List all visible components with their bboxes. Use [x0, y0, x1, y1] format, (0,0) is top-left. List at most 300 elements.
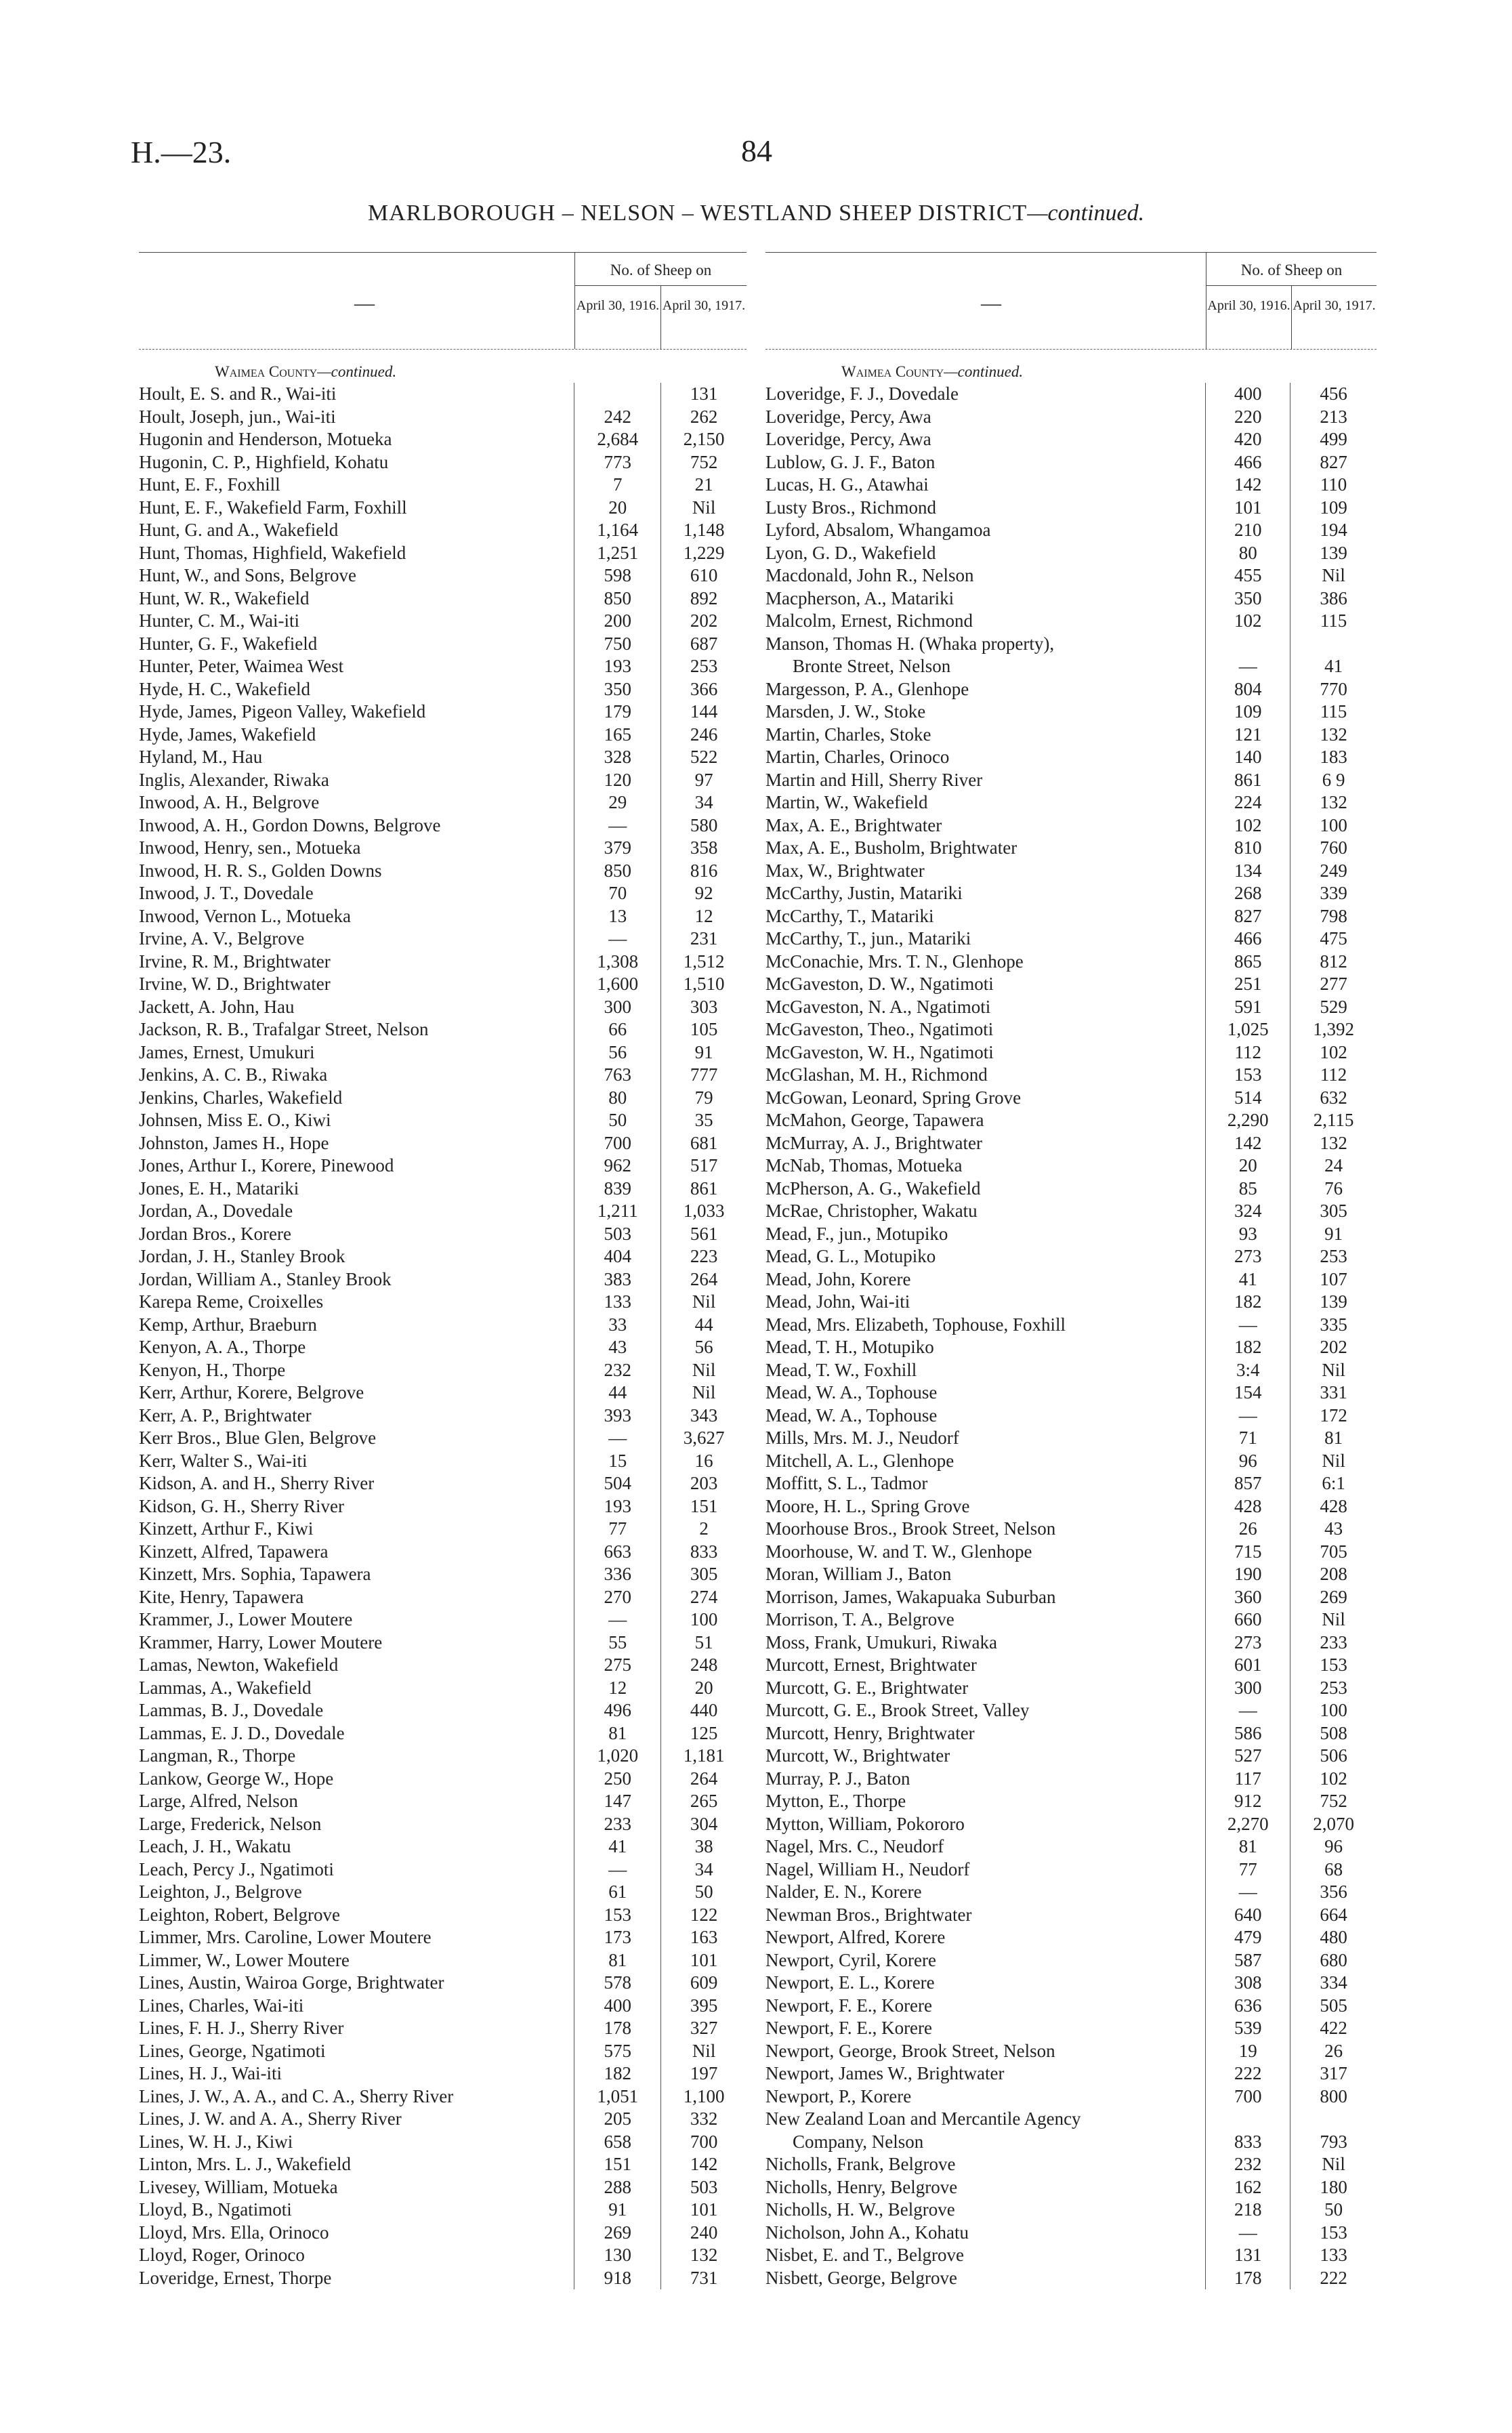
sheep-1917: 132	[1290, 1132, 1377, 1155]
table-row	[765, 2153, 1377, 2176]
sheep-1917: 386	[1290, 587, 1377, 610]
table-row	[139, 2062, 747, 2085]
sheep-1916: 466	[1205, 928, 1290, 951]
table-row	[765, 769, 1377, 792]
sheep-1917: 139	[1290, 542, 1377, 565]
holder-name	[765, 1200, 1205, 1223]
sheep-1916: 41	[574, 1835, 660, 1858]
holder-name-line: Murcott, G. E., Brightwater	[765, 1677, 969, 1698]
table-row	[139, 1450, 747, 1473]
sheep-1916: 393	[574, 1405, 660, 1428]
sheep-1916: 3:4	[1205, 1359, 1290, 1382]
table-row	[765, 1631, 1377, 1655]
holder-name	[139, 2040, 574, 2063]
table-row	[765, 1336, 1377, 1359]
holder-name	[139, 1155, 574, 1178]
table-row	[139, 2017, 747, 2040]
holder-name-line: McGowan, Leonard, Spring Grove	[765, 1087, 1022, 1108]
holder-name	[765, 474, 1205, 497]
sheep-1916: 12	[574, 1677, 660, 1700]
sheep-1916: 750	[574, 633, 660, 656]
holder-name	[765, 1835, 1205, 1858]
holder-name	[139, 1223, 574, 1246]
table-row	[765, 791, 1377, 814]
table-row	[765, 1314, 1377, 1337]
sheep-1917: 1,512	[660, 951, 747, 974]
table-row	[765, 1450, 1377, 1473]
holder-name	[139, 406, 574, 429]
sheep-1916: 147	[574, 1790, 660, 1813]
sheep-1916: 154	[1205, 1381, 1290, 1405]
sheep-1916: 232	[574, 1359, 660, 1382]
sheep-1916: —	[1205, 1881, 1290, 1904]
holder-name-line: Leach, Percy J., Ngatimoti	[139, 1858, 334, 1879]
sheep-1917: 681	[660, 1132, 747, 1155]
sheep-1916: 153	[574, 1904, 660, 1927]
holder-name-line: Jordan Bros., Korere	[139, 1223, 291, 1244]
table-row	[139, 451, 747, 474]
table-row	[139, 724, 747, 747]
table-row	[765, 451, 1377, 474]
holder-name	[139, 1608, 574, 1631]
table-row	[139, 1132, 747, 1155]
table-row	[765, 1904, 1377, 1927]
holder-name	[765, 1654, 1205, 1677]
sheep-1916: 1,051	[574, 2085, 660, 2108]
table-row	[765, 1768, 1377, 1791]
report-id: H.—23.	[131, 135, 232, 169]
table-row	[139, 2176, 747, 2199]
sheep-1916: 190	[1205, 1563, 1290, 1586]
sheep-1917: 428	[1290, 1495, 1377, 1518]
holder-name-line: Newport, Cyril, Korere	[765, 1949, 936, 1970]
sheep-1916: 336	[574, 1563, 660, 1586]
sheep-1917: 144	[660, 701, 747, 724]
holder-name-line: McCarthy, T., jun., Matariki	[765, 928, 971, 949]
sheep-1917: 305	[1290, 1200, 1377, 1223]
sheep-1916: 50	[574, 1109, 660, 1132]
sheep-1916: 1,308	[574, 951, 660, 974]
table-row	[765, 1109, 1377, 1132]
holder-name-line: McNab, Thomas, Motueka	[765, 1155, 963, 1176]
table-row	[139, 996, 747, 1019]
table-row	[139, 2131, 747, 2154]
holder-name-line: Newport, F. E., Korere	[765, 1995, 933, 2016]
holder-name	[765, 2267, 1205, 2290]
holder-name-line: Karepa Reme, Croixelles	[139, 1291, 324, 1312]
table-row	[765, 610, 1377, 633]
table-row	[139, 1336, 747, 1359]
table-row	[139, 791, 747, 814]
sheep-1916: 663	[574, 1541, 660, 1564]
table-row	[765, 1518, 1377, 1541]
left-column	[139, 252, 747, 2289]
sheep-1917: 101	[660, 1949, 747, 1972]
table-row	[765, 564, 1377, 587]
sheep-1917: 92	[660, 882, 747, 905]
sheep-1916: 466	[1205, 451, 1290, 474]
holder-name	[139, 1518, 574, 1541]
holder-name	[139, 1858, 574, 1881]
sheep-1917: 249	[1290, 860, 1377, 883]
table-row	[765, 519, 1377, 542]
holder-name-line: Kerr Bros., Blue Glen, Belgrove	[139, 1428, 377, 1448]
table-row	[139, 1041, 747, 1064]
table-row	[139, 2040, 747, 2063]
holder-name-line: Jackson, R. B., Trafalgar Street, Nelson	[139, 1019, 429, 1039]
holder-name-line: Johnston, James H., Hope	[139, 1132, 329, 1153]
holder-name	[139, 1972, 574, 1995]
holder-name	[139, 1677, 574, 1700]
sheep-1917: 499	[1290, 428, 1377, 451]
sheep-1917: 770	[1290, 678, 1377, 701]
holder-name	[765, 1972, 1205, 1995]
holder-name	[139, 1631, 574, 1655]
sheep-1916: 773	[574, 451, 660, 474]
table-row	[139, 2244, 747, 2267]
county-name: Waimea County	[215, 363, 318, 380]
holder-name	[139, 542, 574, 565]
sheep-1917: Nil	[1290, 564, 1377, 587]
holder-name	[139, 678, 574, 701]
holder-name	[765, 2062, 1205, 2085]
holder-name-line: Inwood, A. H., Belgrove	[139, 792, 320, 812]
table-row	[765, 633, 1377, 678]
table-row	[139, 1790, 747, 1813]
holder-name	[765, 2199, 1205, 2222]
sheep-1917: 91	[660, 1041, 747, 1064]
holder-name-line: Lublow, G. J. F., Baton	[765, 451, 936, 472]
holder-name-line: Jenkins, Charles, Wakefield	[139, 1087, 343, 1108]
sheep-1917: 100	[1290, 1699, 1377, 1722]
sheep-1917: 2	[660, 1518, 747, 1541]
holder-name	[139, 474, 574, 497]
holder-name	[765, 1926, 1205, 1949]
table-row	[139, 1200, 747, 1223]
sheep-1917: 327	[660, 2017, 747, 2040]
sheep-1917: 366	[660, 678, 747, 701]
table-row	[765, 1790, 1377, 1813]
page-title-suffix: —continued.	[1027, 201, 1145, 226]
sheep-1917: 38	[660, 1835, 747, 1858]
holder-name-line: Moss, Frank, Umukuri, Riwaka	[765, 1631, 997, 1652]
table-row	[139, 1745, 747, 1768]
holder-name-line: Loveridge, Percy, Awa	[765, 406, 931, 427]
table-row	[139, 1813, 747, 1836]
sheep-count-header	[574, 253, 747, 349]
table-row	[139, 655, 747, 678]
holder-name	[139, 1132, 574, 1155]
holder-name	[139, 2108, 574, 2131]
sheep-1916: 117	[1205, 1768, 1290, 1791]
holder-name	[139, 882, 574, 905]
sheep-1916: 121	[1205, 724, 1290, 747]
holder-name	[139, 1699, 574, 1722]
sheep-1917: 133	[1290, 2244, 1377, 2267]
table-row	[765, 2267, 1377, 2290]
holder-name	[765, 2040, 1205, 2063]
sheep-1917: 172	[1290, 1405, 1377, 1428]
table-row	[765, 1722, 1377, 1745]
sheep-1916: 71	[1205, 1427, 1290, 1450]
holder-name-line: McRae, Christopher, Wakatu	[765, 1201, 978, 1221]
holder-name-line: Macdonald, John R., Nelson	[765, 565, 974, 585]
table-row	[139, 814, 747, 837]
table-row	[139, 1314, 747, 1337]
sheep-1917: 1,100	[660, 2085, 747, 2108]
sheep-1916: 400	[574, 1995, 660, 2018]
holder-name	[139, 655, 574, 678]
holder-name-line: Hunt, W. R., Wakefield	[139, 587, 310, 608]
sheep-1917: 1,033	[660, 1200, 747, 1223]
table-row	[765, 2040, 1377, 2063]
sheep-1917: 705	[1290, 1541, 1377, 1564]
sheep-1917: Nil	[660, 497, 747, 520]
holder-name	[765, 383, 1205, 406]
sheep-1917: 265	[660, 1790, 747, 1813]
holder-name-line: Malcolm, Ernest, Richmond	[765, 610, 973, 631]
sheep-1917: 561	[660, 1223, 747, 1246]
county-heading	[765, 359, 1377, 383]
col-header-1916: April 30, 1916.	[576, 298, 660, 313]
sheep-1916: 233	[574, 1813, 660, 1836]
sheep-1916: 81	[574, 1949, 660, 1972]
holder-name-line: Mytton, E., Thorpe	[765, 1791, 906, 1811]
sheep-1917: 100	[1290, 814, 1377, 837]
holder-name-line: Nisbet, E. and T., Belgrove	[765, 2245, 964, 2265]
sheep-1916: 77	[1205, 1858, 1290, 1881]
table-row	[765, 1699, 1377, 1722]
sheep-1917: 213	[1290, 406, 1377, 429]
holder-name-line: Jordan, William A., Stanley Brook	[139, 1268, 392, 1289]
table-row	[139, 1926, 747, 1949]
holder-name	[765, 1949, 1205, 1972]
holder-name-line: Lines, W. H. J., Kiwi	[139, 2131, 293, 2152]
holder-name	[765, 1745, 1205, 1768]
sheep-1917: 51	[660, 1631, 747, 1655]
holder-name	[765, 2108, 1205, 2153]
sheep-1917: 20	[660, 1677, 747, 1700]
sheep-1916: —	[1205, 2222, 1290, 2245]
sheep-1917: 240	[660, 2222, 747, 2245]
holder-name	[765, 1563, 1205, 1586]
sheep-1917: 1,392	[1290, 1018, 1377, 1041]
sheep-1916: 151	[574, 2153, 660, 2176]
holder-name	[139, 2244, 574, 2267]
sheep-1916: 182	[574, 2062, 660, 2085]
sheep-1917: 1,510	[660, 973, 747, 996]
sheep-1916: 131	[1205, 2244, 1290, 2267]
holder-name	[765, 1018, 1205, 1041]
sheep-1917: 339	[1290, 882, 1377, 905]
holder-name	[765, 860, 1205, 883]
sheep-1917: 56	[660, 1336, 747, 1359]
table-row	[765, 1835, 1377, 1858]
sheep-count-title: No. of Sheep on	[575, 253, 747, 286]
sheep-1917: 81	[1290, 1427, 1377, 1450]
sheep-1917: 6:1	[1290, 1472, 1377, 1495]
sheep-1917: 304	[660, 1813, 747, 1836]
holder-name	[139, 1813, 574, 1836]
holder-name	[765, 1904, 1205, 1927]
table-row	[765, 1268, 1377, 1291]
holder-name	[765, 724, 1205, 747]
holder-name-line: Murcott, G. E., Brook Street, Valley	[765, 1700, 1030, 1720]
sheep-1916: 598	[574, 564, 660, 587]
holder-name	[765, 746, 1205, 769]
sheep-1917: 687	[660, 633, 747, 656]
holder-name-line: Lines, George, Ngatimoti	[139, 2040, 326, 2061]
sheep-1917: 231	[660, 928, 747, 951]
sheep-1917: 632	[1290, 1087, 1377, 1110]
holder-name	[139, 2131, 574, 2154]
holder-name-line: Murray, P. J., Baton	[765, 1768, 910, 1789]
table-row	[139, 905, 747, 928]
table-row	[139, 928, 747, 951]
table-header-left	[139, 252, 747, 350]
holder-name-line: Mead, T. H., Motupiko	[765, 1337, 934, 1357]
holder-name-line: Lammas, A., Wakefield	[139, 1677, 312, 1698]
sheep-1916: 162	[1205, 2176, 1290, 2199]
sheep-1917: 3,627	[660, 1427, 747, 1450]
holder-name	[765, 587, 1205, 610]
holder-name	[139, 383, 574, 406]
holder-name-line: Loveridge, Ernest, Thorpe	[139, 2267, 332, 2288]
holder-name	[765, 1608, 1205, 1631]
holder-name-line: Hugonin, C. P., Highfield, Kohatu	[139, 451, 389, 472]
sheep-1916: 251	[1205, 973, 1290, 996]
sheep-1917: 50	[660, 1881, 747, 1904]
sheep-1917: 132	[1290, 791, 1377, 814]
sheep-1917: 153	[1290, 2222, 1377, 2245]
holder-name	[139, 1472, 574, 1495]
holder-name-line: Hyde, H. C., Wakefield	[139, 678, 311, 699]
holder-name	[139, 1087, 574, 1110]
sheep-1917: 253	[660, 655, 747, 678]
sheep-1916: 839	[574, 1178, 660, 1201]
sheep-1916: 539	[1205, 2017, 1290, 2040]
sheep-1916: 134	[1205, 860, 1290, 883]
sheep-1917: 107	[1290, 1268, 1377, 1291]
sheep-1916: 61	[574, 1881, 660, 1904]
sheep-1916: 182	[1205, 1336, 1290, 1359]
sheep-1917: 610	[660, 564, 747, 587]
sheep-1917: 24	[1290, 1155, 1377, 1178]
holder-name	[765, 1291, 1205, 1314]
sheep-1916: 591	[1205, 996, 1290, 1019]
sheep-1916: 173	[574, 1926, 660, 1949]
holder-name-line: Irvine, A. V., Belgrove	[139, 928, 305, 949]
table-row	[765, 2199, 1377, 2222]
holder-name-line: Inwood, A. H., Gordon Downs, Belgrove	[139, 814, 441, 835]
sheep-1917: 529	[1290, 996, 1377, 1019]
holder-name-continuation: Bronte Street, Nelson	[793, 656, 951, 676]
sheep-1917: 223	[660, 1245, 747, 1268]
sheep-1916: 81	[574, 1722, 660, 1745]
table-row	[139, 1677, 747, 1700]
sheep-1916: 77	[574, 1518, 660, 1541]
sheep-1917: 422	[1290, 2017, 1377, 2040]
header-dash: —	[354, 292, 375, 314]
table-row	[139, 1563, 747, 1586]
sheep-1916: 715	[1205, 1541, 1290, 1564]
holder-name	[139, 1995, 574, 2018]
sheep-1916: 912	[1205, 1790, 1290, 1813]
table-row	[139, 1268, 747, 1291]
sheep-1916: —	[574, 928, 660, 951]
sheep-1917: 41	[1290, 633, 1377, 678]
sheep-1917: 79	[660, 1087, 747, 1110]
holder-name-line: Loveridge, F. J., Dovedale	[765, 383, 959, 404]
table-row	[765, 1813, 1377, 1836]
table-row	[139, 1291, 747, 1314]
table-row	[765, 860, 1377, 883]
holder-name	[765, 1881, 1205, 1904]
sheep-1917: Nil	[660, 2040, 747, 2063]
holder-name-line: Moore, H. L., Spring Grove	[765, 1495, 970, 1516]
sheep-1916: 1,164	[574, 519, 660, 542]
sheep-1917: 202	[660, 610, 747, 633]
sheep-1916: 26	[1205, 1518, 1290, 1541]
holder-name	[139, 701, 574, 724]
holder-name	[139, 1405, 574, 1428]
holder-name-line: Macpherson, A., Matariki	[765, 587, 954, 608]
sheep-1916: 1,600	[574, 973, 660, 996]
sheep-1917: 132	[1290, 724, 1377, 747]
sheep-1916: 578	[574, 1972, 660, 1995]
holder-name-line: McGaveston, Theo., Ngatimoti	[765, 1019, 994, 1039]
sheep-1916: —	[574, 1608, 660, 1631]
holder-name	[765, 1359, 1205, 1382]
sheep-1916: 44	[574, 1381, 660, 1405]
sheep-1916: 165	[574, 724, 660, 747]
holder-name-line: Lloyd, B., Ngatimoti	[139, 2199, 292, 2220]
holder-name-line: Jordan, J. H., Stanley Brook	[139, 1246, 345, 1266]
table-row	[139, 701, 747, 724]
holder-name-line: Lines, J. W. and A. A., Sherry River	[139, 2108, 402, 2129]
sheep-1917: 139	[1290, 1291, 1377, 1314]
holder-name-line: Lyford, Absalom, Whangamoa	[765, 520, 991, 540]
holder-name-line: Hunt, Thomas, Highfield, Wakefield	[139, 542, 406, 563]
holder-name	[139, 951, 574, 974]
holder-name-line: Hunter, C. M., Wai-iti	[139, 610, 299, 631]
holder-name	[139, 837, 574, 860]
holder-name-line: Morrison, T. A., Belgrove	[765, 1609, 954, 1629]
holder-name	[139, 1178, 574, 1201]
table-row	[765, 1677, 1377, 1700]
table-header-right	[765, 252, 1377, 350]
sheep-1916: 918	[574, 2267, 660, 2290]
holder-name-line: Nicholls, H. W., Belgrove	[765, 2199, 955, 2220]
holder-name-line: Kenyon, H., Thorpe	[139, 1359, 286, 1380]
holder-name-line: Jackett, A. John, Hau	[139, 996, 295, 1017]
sheep-1917: 115	[1290, 701, 1377, 724]
sheep-1917: Nil	[660, 1291, 747, 1314]
sheep-1917: Nil	[660, 1359, 747, 1382]
table-row	[139, 1654, 747, 1677]
holder-name	[765, 2085, 1205, 2108]
sheep-1916: 80	[574, 1087, 660, 1110]
holder-name-line: Krammer, Harry, Lower Moutere	[139, 1631, 383, 1652]
holder-name	[765, 1427, 1205, 1450]
holder-name	[765, 1495, 1205, 1518]
table-row	[139, 1245, 747, 1268]
holder-name	[765, 1155, 1205, 1178]
sheep-1916: 222	[1205, 2062, 1290, 2085]
table-row	[765, 1586, 1377, 1609]
sheep-1916: 56	[574, 1041, 660, 1064]
sheep-1916: 404	[574, 1245, 660, 1268]
